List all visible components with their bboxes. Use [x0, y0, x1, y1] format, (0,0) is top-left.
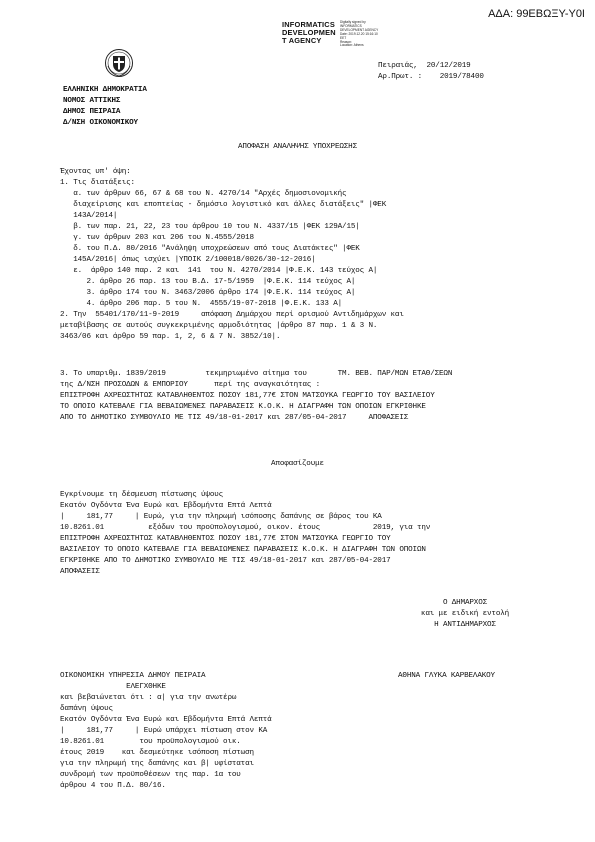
- ada-code: ΑΔΑ: 99ΕΒΩΞΥ-Υ0Ι: [488, 8, 585, 20]
- signer-name: ΑΘΗΝΑ ΓΛΥΚΑ ΚΑΡΒΕΛΑΚΟΥ: [398, 672, 495, 680]
- decide-heading: Αποφασίζουμε: [271, 460, 324, 468]
- issuer-block: ΕΛΛΗΝΙΚΗ ΔΗΜΟΚΡΑΤΙΑ ΝΟΜΟΣ ΑΤΤΙΚΗΣ ΔΗΜΟΣ ΠΕΙΡΑΙΑ Δ/ΝΣΗ ΟΙΚΟΝΟΜΙΚΟΥ: [63, 86, 147, 127]
- document-date: Πειραιάς, 20/12/2019: [378, 62, 471, 70]
- request-block: 3. Το υπαριθμ. 1839/2019 τεκμηριωμένο αίτημα του ΤΜ. ΒΕΒ. ΠΑΡ/ΜΩΝ ΕΤΑΘ/ΣΕΩΝ της Δ/ΝΣΗ ΠΡΟΣΟΔΩΝ & ΕΜΠΟΡΙΟΥ περί της αναγκαιότητας : ΕΠΙΣΤΡΟΦΗ ΑΧΡΕΩΣΤΗΤΩΣ ΚΑΤΑΒΛΗΘΕΝΤΟΣ ΠΟΣΟΥ 181,77€ ΣΤΟΝ ΜΑΤΣΟΥΚΑ ΓΕΩΡΓΙΟ ΤΟΥ ΒΑΣΙΛΕΙΟΥ ΤΟ ΟΠΟΙΟ ΚΑΤΕΒΑΛΕ ΓΙΑ ΒΕΒΑΙΩΜΕΝΕΣ ΠΑΡΑΒΑΣΕΙΣ Κ.Ο.Κ. Η ΔΙΑΓΡΑΦΗ ΤΩΝ ΟΠΟΙΩΝ ΕΓΚΡΙΘΗΚΕ ΑΠΟ ΤΟ ΔΗΜΟΤΙΚΟ ΣΥΜΒΟΥΛΙΟ ΜΕ ΤΙΣ 49/18-01-2017 και 287/05-04-2017 ΑΠΟΦΑΣΕΙΣ: [60, 370, 453, 422]
- protocol-number: Αρ.Πρωτ. : 2019/78400: [378, 73, 484, 81]
- digital-signature-details: Digitally signed by INFORMATICS DEVELOPMENT AGENCY Date: 2019.12.20 15:16:10 EET Reason: Location: Athens: [340, 20, 379, 48]
- decision-block: Εγκρίνουμε τη δέσμευση πίστωσης ύψους Εκατόν Ογδόντα Ένα Ευρώ και Εβδομήντα Επτά Λεπτά | 181,77 | Ευρώ, για την πληρωμή ισόποσης δαπάνης σε βάρος του ΚΑ 10.8261.01 εξόδων του προϋπολογισμού, οικον. έτους 2019, για την ΕΠΙΣΤΡΟΦΗ ΑΧΡΕΩΣΤΗΤΩΣ ΚΑΤΑΒΛΗΘΕΝΤΟΣ ΠΟΣΟΥ 181,77€ ΣΤΟΝ ΜΑΤΣΟΥΚΑ ΓΕΩΡΓΙΟ ΤΟΥ ΒΑΣΙΛΕΙΟΥ ΤΟ ΟΠΟΙΟ ΚΑΤΕΒΑΛΕ ΓΙΑ ΒΕΒΑΙΩΜΕΝΕΣ ΠΑΡΑΒΑΣΕΙΣ Κ.Ο.Κ. Η ΔΙΑΓΡΑΦΗ ΤΩΝ ΟΠΟΙΩΝ ΕΓΚΡΙΘΗΚΕ ΑΠΟ ΤΟ ΔΗΜΟΤΙΚΟ ΣΥΜΒΟΥΛΙΟ ΜΕ ΤΙΣ 49/18-01-2017 και 287/05-04-2017 ΑΠΟΦΑΣΕΙΣ: [60, 491, 431, 576]
- date-protocol-block: [378, 61, 484, 83]
- greek-emblem-icon: [104, 48, 134, 78]
- signature-org-name: INFORMATICS DEVELOPMEN T AGENCY: [282, 20, 336, 45]
- signature-block: Ο ΔΗΜΑΡΧΟΣ και με ειδική εντολή Η ΑΝΤΙΔΗΜΑΡΧΟΣ: [420, 599, 510, 629]
- considerations-block: Έχοντας υπ' όψη: 1. Τις διατάξεις: α. των άρθρων 66, 67 & 68 του Ν. 4270/14 "Αρχές δημοσιονομικής διαχείρισης και εποπτείας - δημόσιο λογιστικό και άλλες διατάξεις" |ΦΕΚ 143Α/2014| β. των παρ. 21, 22, 23 του άρθρου 10 του Ν. 4337/15 |ΦΕΚ 129Α/15| γ. των άρθρων 203 και 206 του Ν.4555/2018 δ. του Π.Δ. 80/2016 "Ανάληψη υποχρεώσεων από τους Διατάκτες" |ΦΕΚ 145Α/2016| όπως ισχύει |ΥΠΟΙΚ 2/100018/0026/30-12-2016| ε. άρθρο 140 παρ. 2 και 141 του Ν. 4270/2014 |Φ.Ε.Κ. 143 τεύχος Α| 2. άρθρο 26 παρ. 13 του Β.Δ. 17-5/1959 |Φ.Ε.Κ. 114 τεύχος Α| 3. άρθρο 174 του Ν. 3463/2006 άρθρο 174 |Φ.Ε.Κ. 114 τεύχος Α| 4. άρθρο 206 παρ. 5 του Ν. 4555/19-07-2018 |Φ.Ε.Κ. 133 Α| 2. Την 55401/170/11-9-2019 απόφαση Δημάρχου περί ορισμού Αντιδημάρχων και μεταβίβασης σε αυτούς συγκεκριμένης αρμοδιότητας |άρθρο 87 παρ. 1 & 3 Ν. 3463/06 και άρθρο 59 παρ. 1, 2, 6 & 7 Ν. 3852/10|.: [60, 168, 404, 341]
- document-title: ΑΠΟΦΑΣΗ ΑΝΑΛΗΨΗΣ ΥΠΟΧΡΕΩΣΗΣ: [238, 143, 357, 151]
- finance-block: ΟΙΚΟΝΟΜΙΚΗ ΥΠΗΡΕΣΙΑ ΔΗΜΟΥ ΠΕΙΡΑΙΑ ΕΛΕΓΧΘΗΚΕ και βεβαιώνεται ότι : α| για την ανωτέρω δαπάνη ύψους Εκατόν Ογδόντα Ένα Ευρώ και Εβδομήντα Επτά Λεπτά | 181,77 | Ευρώ υπάρχει πίστωση στον ΚΑ 10.8261.01 του προϋπολογισμού οικ. έτους 2019 και δεσμεύτηκε ισόποση πίστωση για την πληρωμή της δαπάνης και β| υφίσταται συνδρομή των προϋποθέσεων της παρ. 1α του άρθρου 4 του Π.Δ. 80/16.: [60, 672, 272, 790]
